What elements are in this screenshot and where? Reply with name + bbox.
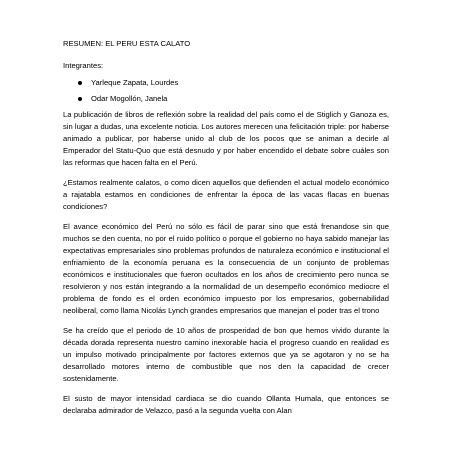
author-name: Odar Mogollón, Janela	[91, 94, 168, 103]
paragraph-question: ¿Estamos realmente calatos, o como dicen aquellos que defienden el actual modelo económico a rajatabla estamos en condiciones de enfrentar la época de las vacas flacas en buenas condiciones?	[63, 178, 389, 211]
paragraph-intro: La publicación de libros de reflexión sobre la realidad del país como el de Stiglich y Ganoza es, sin lugar a dudas, una excelente noticia. Los autores merecen una felicitación triple: por haberse animado a publicar, por haberse unido al club de los pocos que se animan a decirle al Emperador del Statu-Quo que está desnudo y por haber encendido el debate sobre cuáles son las reformas que hacen falta en el Perú.	[63, 110, 389, 167]
integrantes-label: Integrantes:	[63, 61, 104, 70]
bullet-icon	[78, 97, 82, 101]
list-item	[63, 77, 389, 89]
paragraph-prosperity: Se ha creído que el periodo de 10 años de prosperidad de bon que hemos vivido durante la década dorada representa nuestro camino inexorable hacia el progreso cuando en realidad es un impulso motivado principalmente por factores externos que ya se agotaron y no se ha desarrollado motores interno de combustible que nos den la capacidad de crecer sostenidamente.	[63, 326, 389, 383]
authors-list	[63, 77, 389, 105]
paragraph-economy: El avance económico del Perú no sólo es fácil de parar sino que está frenandose sin que muchos se den cuenta, no por el ruido político o porque el gobierno no haya sabido manejar las expectativas empresariales sino problemas profundos de naturaleza económico e institucional el enfriamiento de la economía peruana es la consecuencia de un conjunto de problemas económicos e institucionales que fueron ocultados en los años de crecimiento pero nunca se resolvieron y nos están integrando a la normalidad de un desempeño económico mediocre el problema de fondo es el orden económico impuesto por los empresarios, gobernabilidad neoliberal, como llama Nicolás Lynch grandes empresarios que manejan el poder tras el trono	[63, 222, 389, 315]
document-title: RESUMEN: EL PERU ESTA CALATO	[63, 39, 191, 48]
paragraph-humala: El susto de mayor intensidad cardiaca se dio cuando Ollanta Humala, que entonces se declaraba admirador de Velazco, pasó a la segunda vuelta con Alan	[63, 394, 389, 415]
bullet-icon	[78, 81, 82, 85]
document-page	[63, 38, 389, 425]
author-name: Yarleque Zapata, Lourdes	[91, 78, 179, 87]
list-item	[63, 93, 389, 105]
